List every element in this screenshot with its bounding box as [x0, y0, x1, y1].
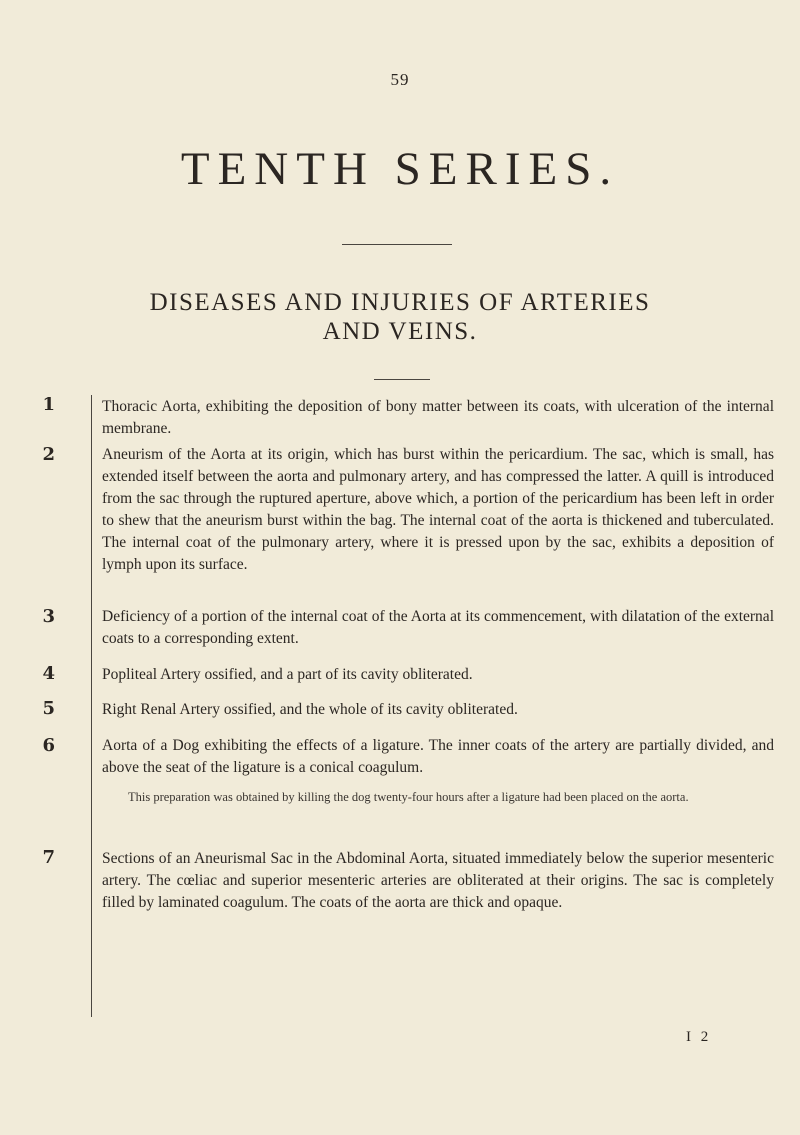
entry-number: 1	[42, 394, 55, 415]
title-divider	[342, 244, 452, 245]
entry-number: 5	[42, 698, 55, 719]
section-title-line-2: AND VEINS.	[322, 318, 478, 345]
entry-text: Thoracic Aorta, exhibiting the deposition of bony matter between its coats, with ulceration of the internal membrane.	[102, 398, 774, 437]
entry-text: Right Renal Artery ossified, and the whole of its cavity obliterated.	[102, 701, 518, 718]
entry-number: 7	[42, 847, 55, 868]
entry-number: 4	[42, 663, 55, 684]
section-title-line-1: DISEASES AND INJURIES OF ARTERIES	[149, 289, 651, 316]
entry-note: This preparation was obtained by killing the dog twenty-four hours after a ligature had been placed on the aorta.	[128, 790, 689, 804]
series-title: TENTH SERIES.	[180, 143, 620, 195]
entry-text: Deficiency of a portion of the internal coat of the Aorta at its commencement, with dilatation of the external coats to a corresponding extent.	[102, 608, 774, 647]
entry-text: Aorta of a Dog exhibiting the effects of a ligature. The inner coats of the artery are partially divided, and above the seat of the ligature is a conical coagulum.	[102, 737, 774, 776]
entry-text: Aneurism of the Aorta at its origin, which has burst within the pericardium. The sac, which is small, has extended itself between the aorta and pulmonary artery, and has compressed the latter. A quill is introduced from the sac through the ruptured aperture, above which, a portion of the pericardium has been left in order to shew that the aneurism burst within the bag. The internal coat of the aorta is thickened and tuberculated. The internal coat of the pulmonary artery, where it is pressed upon by the sac, exhibits a deposition of lymph upon its surface.	[102, 446, 774, 573]
number-column-rule	[91, 395, 92, 1017]
section-divider	[374, 379, 430, 380]
entry-number: 3	[42, 606, 55, 627]
entry-number: 6	[42, 735, 55, 756]
entry-number: 2	[42, 444, 55, 465]
signature-mark: I 2	[686, 1029, 712, 1045]
entry-text: Sections of an Aneurismal Sac in the Abdominal Aorta, situated immediately below the superior mesenteric artery. The cœliac and superior mesenteric arteries are obliterated at their origins. The sac is completely filled by laminated coagulum. The coats of the aorta are thick and opaque.	[102, 850, 774, 911]
entry-text: Popliteal Artery ossified, and a part of its cavity obliterated.	[102, 666, 473, 683]
page-number: 59	[390, 70, 410, 89]
section-title	[0, 288, 800, 346]
